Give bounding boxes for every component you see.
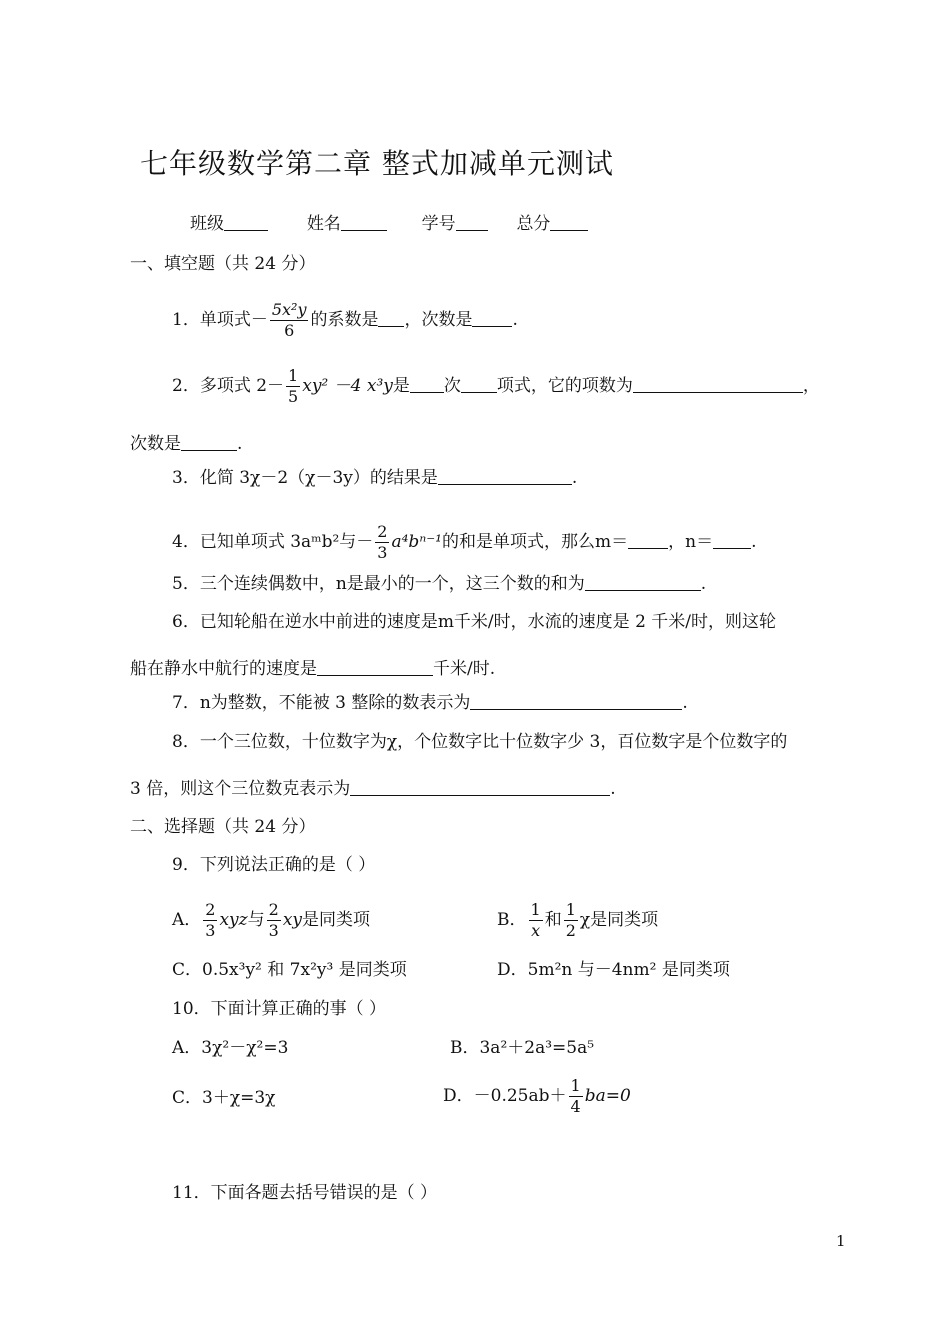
- q6-text-c: 千米/时.: [433, 659, 496, 679]
- q9-option-a[interactable]: [172, 900, 370, 941]
- q2-text-g: 次数是: [130, 434, 181, 454]
- q2-fraction: [286, 366, 300, 407]
- q8-text-c: .: [610, 779, 616, 799]
- class-blank[interactable]: [224, 214, 268, 231]
- question-1: [172, 300, 518, 341]
- q9-a-fraction-1: [203, 900, 217, 941]
- q9-b-label: B．: [497, 910, 527, 930]
- q2-denominator: 5: [288, 387, 299, 406]
- q5-blank[interactable]: [585, 574, 701, 591]
- q9-a-conj: 与: [247, 910, 265, 930]
- q1-text-c: ，次数是: [404, 310, 473, 330]
- number-blank[interactable]: [456, 214, 488, 231]
- q9-b-tail: χ是同类项: [579, 910, 659, 930]
- q9-b-den-1: x: [531, 921, 541, 940]
- q2-text-f: ，: [802, 376, 820, 396]
- q2-text-h: .: [237, 434, 243, 454]
- question-6: 6．已知轮船在逆水中前进的速度是m千米/时，水流的速度是 2 千米/时，则这轮: [172, 612, 777, 632]
- q9-a-term-2: xy: [282, 910, 303, 930]
- score-blank[interactable]: [550, 214, 588, 231]
- q8-text-b: 3 倍，则这个三位数克表示为: [130, 779, 351, 799]
- page-number: 1: [836, 1232, 846, 1250]
- class-label: 班级: [190, 214, 224, 234]
- q4-denominator: 3: [377, 543, 388, 562]
- name-label: 姓名: [306, 214, 341, 234]
- q2-expression: xy² －4 x³y: [302, 376, 393, 396]
- question-8-cont: [130, 778, 616, 800]
- question-2-cont: [130, 433, 242, 455]
- q3-blank[interactable]: [438, 468, 572, 485]
- q7-text-a: 7．n为整数，不能被 3 整除的数表示为: [172, 693, 471, 713]
- question-8: 8．一个三位数，十位数字为χ，个位数字比十位数字少 3，百位数字是个位数字的: [172, 732, 788, 752]
- q9-option-d[interactable]: D．5m²n 与－4nm² 是同类项: [497, 960, 730, 980]
- q8-blank[interactable]: [350, 779, 610, 796]
- q9-b-fraction-2: [564, 900, 578, 941]
- q9-b-conj: 和: [544, 910, 562, 930]
- q9-a-den-2: 3: [268, 921, 279, 940]
- q9-option-c[interactable]: C．0.5x³y² 和 7x²y³ 是同类项: [172, 960, 407, 980]
- q5-text-b: .: [700, 574, 707, 594]
- q10-d-numerator: 1: [570, 1076, 581, 1095]
- q9-a-fraction-2: [267, 900, 281, 941]
- question-3: [172, 467, 577, 489]
- q1-text-d: .: [512, 310, 518, 330]
- q4-text-a: 4．已知单项式 3aᵐb²与－: [172, 532, 374, 552]
- question-2: [172, 366, 820, 407]
- q7-blank[interactable]: [470, 693, 682, 710]
- q9-a-num-1: 2: [205, 900, 216, 919]
- q10-d-text-b: ba=0: [584, 1086, 631, 1106]
- question-9-stem: 9．下列说法正确的是（ ）: [172, 855, 376, 875]
- q1-text-b: 的系数是: [310, 310, 379, 330]
- question-6-cont: [130, 658, 495, 680]
- q2-blank-degree[interactable]: [410, 376, 444, 393]
- q9-a-term-1: xyz: [219, 910, 248, 930]
- score-label: 总分: [516, 214, 551, 234]
- q2-blank-terms[interactable]: [461, 376, 497, 393]
- number-label: 学号: [421, 214, 456, 234]
- q9-b-den-2: 2: [565, 921, 576, 940]
- q4-numerator: 2: [377, 522, 388, 541]
- q2-blank-poly-degree[interactable]: [181, 434, 237, 451]
- q1-blank-degree[interactable]: [472, 310, 512, 327]
- q1-numerator: 5x²y: [271, 300, 307, 319]
- header-info: [190, 213, 588, 235]
- q9-b-num-1: 1: [530, 900, 541, 919]
- q3-text-a: 3．化简 3χ－2（χ－3y）的结果是: [172, 468, 438, 488]
- q10-option-a[interactable]: A．3χ²－χ²=3: [172, 1038, 289, 1058]
- q9-a-den-1: 3: [205, 921, 216, 940]
- q4-text-e: .: [751, 532, 757, 552]
- q4-blank-m[interactable]: [628, 532, 668, 549]
- q4-expression: a⁴bⁿ⁻¹: [391, 532, 442, 552]
- q10-option-b[interactable]: B．3a²＋2a³=5a⁵: [450, 1038, 595, 1058]
- q4-text-d: ，n＝: [668, 532, 714, 552]
- q4-text-c: 的和是单项式，那么m＝: [442, 532, 629, 552]
- q1-fraction: [270, 300, 309, 341]
- q10-d-denominator: 4: [570, 1097, 581, 1116]
- section-fill-in: 一、填空题（共 24 分）: [130, 254, 316, 274]
- q2-text-e: 项式，它的项数为: [496, 376, 633, 396]
- q1-text-a: 1．单项式－: [172, 310, 268, 330]
- page-title: 七年级数学第二章 整式加减单元测试: [140, 147, 614, 180]
- name-blank[interactable]: [341, 214, 387, 231]
- q9-b-fraction-1: [529, 900, 543, 941]
- section-multiple-choice: 二、选择题（共 24 分）: [130, 817, 316, 837]
- q7-text-b: .: [682, 693, 688, 713]
- q3-text-b: .: [571, 468, 578, 488]
- question-4: [172, 522, 756, 563]
- q4-fraction: [375, 522, 389, 563]
- q2-text-d: 次: [443, 376, 461, 396]
- q6-blank[interactable]: [317, 659, 433, 676]
- question-10-stem: 10．下面计算正确的事（ ）: [172, 999, 387, 1019]
- question-7: [172, 692, 688, 714]
- q2-numerator: 1: [288, 366, 299, 385]
- q9-a-tail: 是同类项: [302, 910, 371, 930]
- q4-blank-n[interactable]: [713, 532, 751, 549]
- q1-blank-coefficient[interactable]: [378, 310, 404, 327]
- q10-d-fraction: [569, 1076, 583, 1117]
- q9-a-label: A．: [172, 910, 202, 930]
- q10-option-c[interactable]: C．3＋χ=3χ: [172, 1088, 276, 1108]
- q10-d-text-a: D．－0.25ab＋: [443, 1086, 567, 1106]
- q9-option-b[interactable]: [497, 900, 658, 941]
- q6-text-b: 船在静水中航行的速度是: [130, 659, 317, 679]
- q2-text-c: 是: [392, 376, 410, 396]
- q9-a-num-2: 2: [268, 900, 279, 919]
- q10-option-d[interactable]: [443, 1076, 631, 1117]
- q9-b-num-2: 1: [565, 900, 576, 919]
- q2-blank-term-list[interactable]: [633, 376, 803, 393]
- q5-text-a: 5．三个连续偶数中，n是最小的一个，这三个数的和为: [172, 574, 585, 594]
- q2-text-a: 2．多项式 2－: [172, 376, 285, 396]
- question-5: [172, 573, 706, 595]
- question-11-stem: 11．下面各题去括号错误的是（ ）: [172, 1183, 438, 1203]
- q1-denominator: 6: [284, 321, 295, 340]
